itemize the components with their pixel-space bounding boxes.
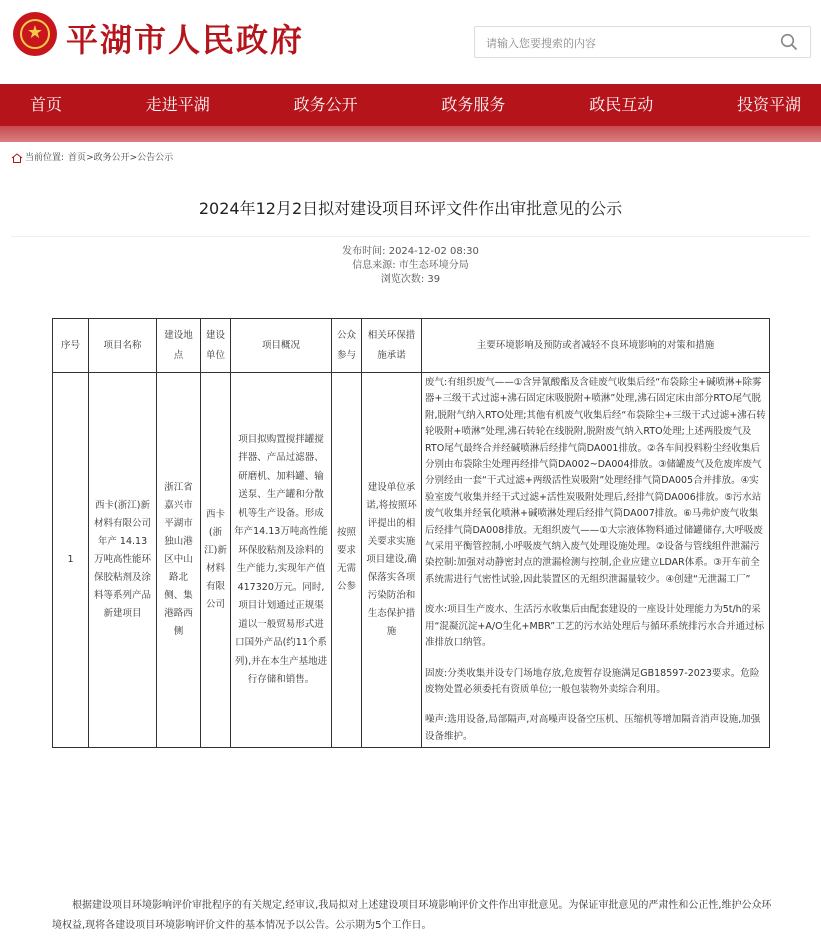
nav-band [0,126,821,142]
breadcrumb-notices[interactable]: 公告公示 [137,153,174,163]
search-icon[interactable] [780,33,798,51]
main-nav [0,84,821,126]
environment-measures [422,373,770,748]
header-cell: 公众参与 [332,319,362,373]
table-row [53,373,770,748]
header-cell: 相关环保措施承诺 [362,319,422,373]
divider [11,236,810,237]
header-cell: 序号 [53,319,89,373]
nav-invest[interactable]: 投资平湖 [736,95,801,114]
header-cell: 建设地点 [157,319,201,373]
row-index: 1 [53,373,89,748]
nav-about-pinghu[interactable]: 走进平湖 [145,95,210,114]
notice-table [52,318,770,748]
nav-gov-services[interactable]: 政务服务 [441,95,506,114]
project-overview: 项目拟购置搅拌罐搅拌器、产品过滤器、研磨机、加料罐、输送泵、生产罐和分散机等生产设备。形成年产14.13万吨高性能环保胶粘剂及涂料的生产能力,实现年产值417320万元。同时,项目计划通过正规渠道以一般贸易形式进口国外产品(约11个系列),并在本生产基地进行存储和销售。 [231,373,332,748]
header-cell: 主要环境影响及预防或者减轻不良环境影响的对策和措施 [422,319,770,373]
measure-solid-waste: 固废:分类收集并设专门场地存放,危废暂存设施满足GB18597-2023要求。危险废物处置必须委托有资质单位;一般包装物外卖综合利用。 [425,667,760,695]
info-source: 信息来源: 市生态环境分局 [352,260,469,271]
breadcrumb-gov-open[interactable]: 政务公开 [93,153,130,163]
nav-interaction[interactable]: 政民互动 [589,95,654,114]
search-box [474,26,811,58]
breadcrumb-separator: > [129,153,138,163]
national-emblem-icon [13,12,57,56]
site-header [0,0,821,84]
header-cell: 项目名称 [89,319,157,373]
site-title[interactable]: 平湖市人民政府 [66,21,305,59]
public-participation: 按照要求无需公参 [332,373,362,748]
breadcrumb [0,146,821,170]
nav-gov-affairs-open[interactable]: 政务公开 [293,95,358,114]
notice-footer: 根据建设项目环境影响评价审批程序的有关规定,经审议,我局拟对上述建设项目环境影响评价文件作出审批意见。为保证审批意见的严肃性和公正性,维护公众环境权益,现将各建设项目环境影响评价文件的基本情况予以公告。公示期为5个工作日。 [52,900,772,931]
publish-time: 发布时间: 2024-12-02 08:30 [342,246,479,257]
env-commitment: 建设单位承诺,将按照环评提出的相关要求实施项目建设,确保落实各项污染防治和生态保护措施 [362,373,422,748]
nav-home[interactable]: 首页 [30,95,63,114]
measure-noise: 噪声:选用设备,局部隔声,对高噪声设备空压机、压缩机等增加隔音消声设施,加强设备维护。 [425,714,761,742]
table-header-row [53,319,770,373]
article-meta [0,245,821,287]
breadcrumb-home[interactable]: 首页 [68,153,87,163]
project-name: 西卡(浙江)新材料有限公司年产 14.13 万吨高性能环保胶粘剂及涂料等系列产品新建项目 [89,373,157,748]
view-count: 浏览次数: 39 [380,274,441,285]
breadcrumb-label: 当前位置: [25,153,65,163]
page-title: 2024年12月2日拟对建设项目环评文件作出审批意见的公示 [198,199,623,218]
breadcrumb-separator: > [86,153,94,163]
home-icon [11,153,23,163]
header-cell: 项目概况 [231,319,332,373]
measure-wastewater: 废水:项目生产废水、生活污水收集后由配套建设的一座设计处理能力为5t/h的采用“混凝沉淀+A/O生化+MBR”工艺的污水站处理后与循环系统排污水合并通过标准排放口纳管。 [425,604,765,649]
project-location: 浙江省嘉兴市平湖市独山港区中山路北侧、集港路西侧 [157,373,201,748]
header-cell: 建设单位 [201,319,231,373]
measure-exhaust: 废气:有组织废气——①含异氰酸酯及含硅废气收集后经“布袋除尘+碱喷淋+除雾器+三级干式过滤+沸石固定床吸脱附+喷淋”处理,沸石固定床由部分RTO尾气脱附,脱附气纳入RTO处理;其他有机废气收集后经“布袋除尘+三级干式过滤+沸石转轮吸附+喷淋”处理,沸石转轮在线脱附,脱附废气纳入RTO处理;上述两股废气及RTO尾气最终合并经碱喷淋后经排气筒DA001排放。②各车间投料粉尘经收集后分别由布袋除尘处理再经排气筒DA002~DA004排放。③储罐废气及危废库废气分别经由一套“干式过滤+两级活性炭吸附”处理经排气筒DA005合并排放。④实验室废气收集并经干式过滤+活性炭吸附处理后,经排气筒DA006排放。⑤污水站废气收集并经氧化喷淋+碱喷淋处理后经排气筒DA007排放。⑥马弗炉废气收集后经排气筒DA008排放。无组织废气——①大宗液体物料通过储罐储存,大呼吸废气采用平衡管控制,小呼吸废气纳入废气处理设施处理。②设备与管线组件泄漏污染控制:加强对动静密封点的泄漏检测与控制,企业应建立LDAR体系。③开车前全系统需进行气密性试验,因此装置区的无组织泄漏量较少。④创建“无泄漏工厂” [425,377,766,585]
construction-unit: 西卡(浙江)新材料有限公司 [201,373,231,748]
search-input[interactable] [484,33,768,53]
